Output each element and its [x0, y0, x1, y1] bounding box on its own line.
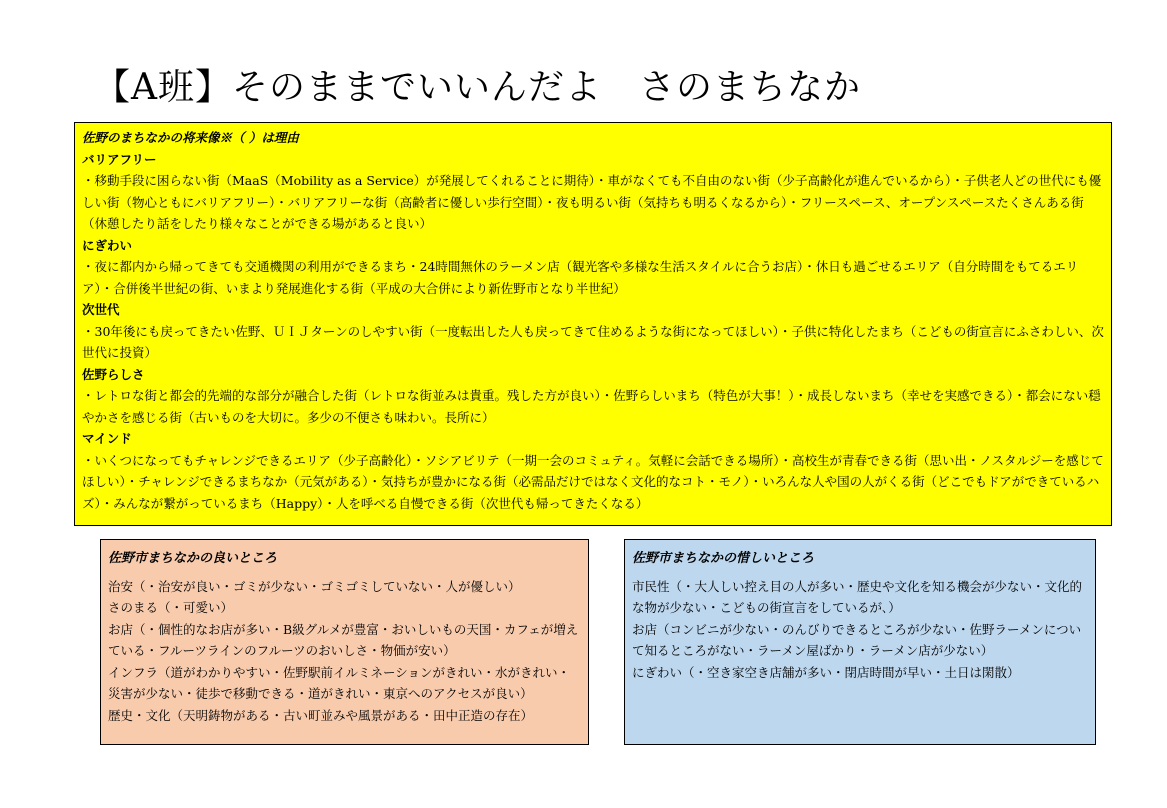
good-points-box	[100, 539, 589, 745]
vision-heading: 佐野のまちなかの将来像※（ ）は理由	[82, 130, 299, 145]
regret-point-item: にぎわい（・空き家空き店舗が多い・閉店時間が早い・土日は閑散）	[632, 664, 1020, 680]
good-point-item: 治安（・治安が良い・ゴミが少ない・ゴミゴミしていない・人が優しい）	[108, 578, 521, 594]
good-point-item: 歴史・文化（天明鋳物がある・古い町並みや風景がある・田中正造の存在）	[108, 707, 534, 723]
vision-text-next-generation: ・30年後にも戻ってきたい佐野、ＵＩＪターンのしやすい街（一度転出した人も戻ってきて住めるような街になってほしい）・子供に特化したまち（こどもの街宣言にふさわしい、次世代に投資）	[82, 323, 1104, 360]
vision-text-nigiwai: ・夜に都内から帰ってきても交通機関の利用ができるまち・24時間無休のラーメン店（観光客や多様な生活スタイルに合うお店）・休日も過ごせるエリア（自分時間をもてるエリア）・合併後半世紀の街、いまより発展進化する街（平成の大合併により新佐野市となり半世紀）	[82, 259, 1079, 296]
good-points-heading: 佐野市まちなかの良いところ	[108, 551, 278, 566]
vision-category-nigiwai: にぎわい	[82, 237, 133, 253]
good-point-item: お店（・個性的なお店が多い・B級グルメが豊富・おいしいもの天国・カフェが増えている・フルーツラインのフルーツのおいしさ・物価が安い）	[108, 621, 579, 658]
good-point-item: さのまる（・可愛い）	[108, 600, 234, 615]
vision-category-sano-rashisa: 佐野らしさ	[82, 366, 145, 382]
vision-category-mind: マインド	[82, 431, 132, 446]
vision-category-barrier-free: バリアフリー	[82, 151, 157, 167]
regret-points-box	[624, 539, 1096, 745]
vision-text-barrier-free: ・移動手段に困らない街（MaaS（Mobility as a Service）が発展してくれることに期待）・車がなくても不自由のない街（少子高齢化が進んでいるから）・子供老人どの世代にも優しい街（物心ともにバリアフリー）・バリアフリーな街（高齢者に優しい歩行空間）・夜も明るい街（気持ちも明るくなるから）・フリースペース、オープンスペースたくさんある街（休憩したり話をしたり様々なことができる場があると良い）	[82, 173, 1102, 231]
vision-text-mind: ・いくつになってもチャレンジできるエリア（少子高齢化）・ソシアビリテ（一期一会のコミュティ。気軽に会話できる場所）・高校生が青春できる街（思い出・ノスタルジーを感じてほしい）・チャレンジできるまちなか（元気がある）・気持ちが豊かになる街（必需品だけではなく文化的なコト・モノ）・いろんな人や国の人がくる街（どこでもドアができているハズ）・みんなが繋がっているまち（Happy）・人を呼べる自慢できる街（次世代も帰ってきたくなる）	[82, 452, 1104, 511]
vision-text-sano-rashisa: ・レトロな街と都会的先端的な部分が融合した街（レトロな街並みは貴重。残した方が良い）・佐野らしいまち（特色が大事！）・成長しないまち（幸せを実感できる）・都会にない穏やかさを感じる街（古いものを大切に。多少の不便さも味わい。長所に）	[82, 388, 1101, 425]
page-title: 【A班】そのままでいいんだよ さのまちなか	[94, 67, 861, 108]
good-point-item: インフラ（道がわかりやすい・佐野駅前イルミネーションがきれい・水がきれい・災害が少ない・徒歩で移動できる・道がきれい・東京へのアクセスが良い）	[108, 664, 571, 701]
future-vision-box	[74, 122, 1112, 526]
regret-point-item: お店（コンビニが少ない・のんびりできるところが少ない・佐野ラーメンについて知るところがない・ラーメン屋ばかり・ラーメン店が少ない）	[632, 621, 1082, 658]
regret-points-heading: 佐野市まちなかの惜しいところ	[632, 551, 815, 566]
vision-category-next-generation: 次世代	[82, 302, 120, 317]
regret-point-item: 市民性（・大人しい控え目の人が多い・歴史や文化を知る機会が少ない・文化的な物が少ない・こどもの街宣言をしているが､）	[632, 578, 1083, 615]
